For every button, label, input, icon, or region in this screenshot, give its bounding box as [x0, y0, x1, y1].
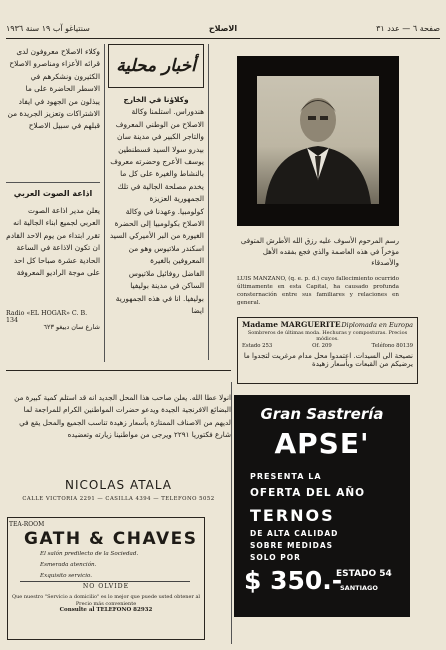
tea-room-no-olvide: NO OLVIDE — [82, 583, 130, 590]
header-rule — [6, 38, 440, 39]
tea-room-name: GATH & CHAVES — [24, 529, 198, 549]
marguerite-diploma: Diplomada en Europa — [341, 321, 413, 329]
local-news-title: أخبار محلية — [116, 56, 196, 76]
atala-name: NICOLAS ATALA — [65, 478, 172, 492]
tea-room-line: El salón predilecto de la Sociedad. — [40, 551, 139, 557]
tea-room-service: Que nuestro "Servicio a domicilio" es lo mejor que puede usted obtener al Precio más conveniente — [11, 594, 201, 607]
left-intro-text — [6, 46, 100, 133]
sastreria-line: SOBRE MEDIDAS — [250, 541, 334, 550]
marguerite-contact — [242, 343, 413, 349]
sastreria-address: ESTADO 54 — [336, 569, 392, 579]
radio-hogar: Radio «EL HOGAR» C. B. 134 — [6, 310, 88, 324]
news-paragraph: بوليفيا. انا في هذه الجمهورية ايضا — [115, 293, 204, 315]
masthead: الاصلاح — [208, 24, 238, 33]
portrait-figure — [257, 76, 379, 204]
news-article — [108, 94, 204, 317]
sastreria-price: $ 350.- — [244, 566, 343, 595]
tea-room-line: Exquisito servicio. — [40, 573, 93, 579]
news-paragraph: كولومبيا. وعهدنا في وكالة الاصلاح بكولومبيا إلى الحضرة الغيورة من البر الأميركي السيد اسكندر ملاتيوس وهو من المعروفين بالغيرة — [109, 206, 204, 266]
left-section-paragraph: يعلن مدير اذاعة الصوت العربي لجميع ابناء الجالية انه تقرر ابتداء من يوم الاحد القادم ان تكون الاذاعة في الساعة الحادية عشرة صباحا كل احد على موجة الراديو المعروفة — [6, 206, 100, 278]
atala-top-rule — [6, 370, 231, 371]
sastreria-line: PRESENTA LA — [250, 472, 322, 481]
tea-room-line: Esmerada atención. — [40, 562, 97, 568]
sastreria-line: DE ALTA CALIDAD — [250, 529, 339, 538]
sastreria-line: OFERTA DEL AÑO — [250, 487, 366, 499]
sastreria-ternos: TERNOS — [250, 506, 335, 525]
marguerite-phone: Teléfono 80139 — [371, 343, 413, 349]
marguerite-header — [242, 320, 413, 329]
section-rule — [6, 182, 100, 183]
sastreria-brand: APSE' — [274, 427, 370, 460]
tea-room-phone: Consulte al TELEFONO 82932 — [59, 607, 153, 613]
tea-room-divider — [20, 581, 190, 582]
marguerite-estado: Estado 253 — [242, 343, 273, 349]
atala-text: انولا عطا الله. يعلن صاحب هذا المحل الجديد انه قد استلم كمية كبيرة من البضائع الافرنجية الجيدة ويدعو حضرات المواطنين الكرام للمراجعة لما لديهم من الاصناف الممتازة بأسعار زهيدة تناسب الجميع والمحل يقع في شارع فكتوريا ٢٢٩١ ويرجى من مواطنينا زيارته وتعضيده — [14, 393, 231, 440]
section-heading: اذاعة الصوت العربي — [13, 189, 93, 198]
header-page-number: صفحة ٦ — عدد ٣١ — [376, 24, 440, 33]
portrait-caption-spanish: LUIS MANZANO, (q. e. p. d.) cuyo fallecimiento ocurrido últimamente en esta Capital, ha causado profunda consternación entre sus familiares y relaciones en general. — [237, 276, 399, 306]
marguerite-arabic: نصيحة الى السيدات. اعتمدوا محل مدام مرغريت لتجدوا ما يرضيكم من القبعات وبأسعار زهيدة — [243, 352, 413, 368]
news-paragraph: الفاضل روفائيل ملاتيوس الساكن في مدينة بوليفيا — [128, 268, 204, 291]
news-subheading: وكلاؤنا في الخارج — [123, 95, 189, 104]
marguerite-tagline: Sombreros de últimas moda. Hechuras y composturas. Precios módicos. — [247, 330, 408, 342]
portrait-photo — [257, 76, 379, 204]
portrait-caption-arabic: رسم المرحوم الأسوف عليه رزق الله الأطرش المتوفى مؤخراً في هذه العاصمة والذي فجع بفقده الأهل والأصدقاء — [240, 237, 399, 267]
local-news-banner — [108, 44, 204, 88]
marguerite-office: Of. 209 — [312, 343, 332, 349]
left-section-text — [6, 205, 100, 279]
tea-room-lines — [40, 549, 138, 582]
news-paragraph: هندوراس. استلمنا وكالة الاصلاح من الوطني المعروف والتاجر الكبير في مدينة سان بيدرو سولا السيد قسطنطين يوسف الأعرج وحضرته معروف بالنشاط والغيرة على كل ما يخدم مصلحة الجالية في تلك الجمهورية العزيزة — [110, 107, 204, 204]
sastreria-line: SOLO POR — [250, 553, 301, 562]
sastreria-city: SANTIAGO — [340, 584, 378, 592]
tea-room-label: TEA-ROOM — [9, 521, 45, 528]
column-divider — [104, 44, 105, 362]
header-date: سنتياغو آب ١٩ سنة ١٩٣٦ — [6, 24, 90, 33]
column-divider — [231, 382, 232, 644]
street-line: شارع سان دييغو ٦٢٣ — [43, 323, 100, 331]
sastreria-title: Gran Sastrería — [260, 405, 384, 423]
marguerite-name: Madame MARGUERITE — [242, 320, 341, 329]
left-intro-paragraph: وكلاء الاصلاح معروفون لدى قرائه الأعزاء ومناصرو الاصلاح الكثيرون ونشكرهم في الاسطر الحاضرة على ما يبذلون من الجهود في ايفاد الاشتراكات وتعزيز الجريدة من قبلهم في سبيل الاصلاح — [7, 47, 100, 131]
page-header — [6, 24, 440, 38]
marguerite-ad — [237, 317, 418, 384]
atala-address: CALLE VICTORIA 2291 — CASILLA 4394 — TELEFONO 5052 — [22, 496, 215, 502]
column-divider — [208, 44, 209, 360]
